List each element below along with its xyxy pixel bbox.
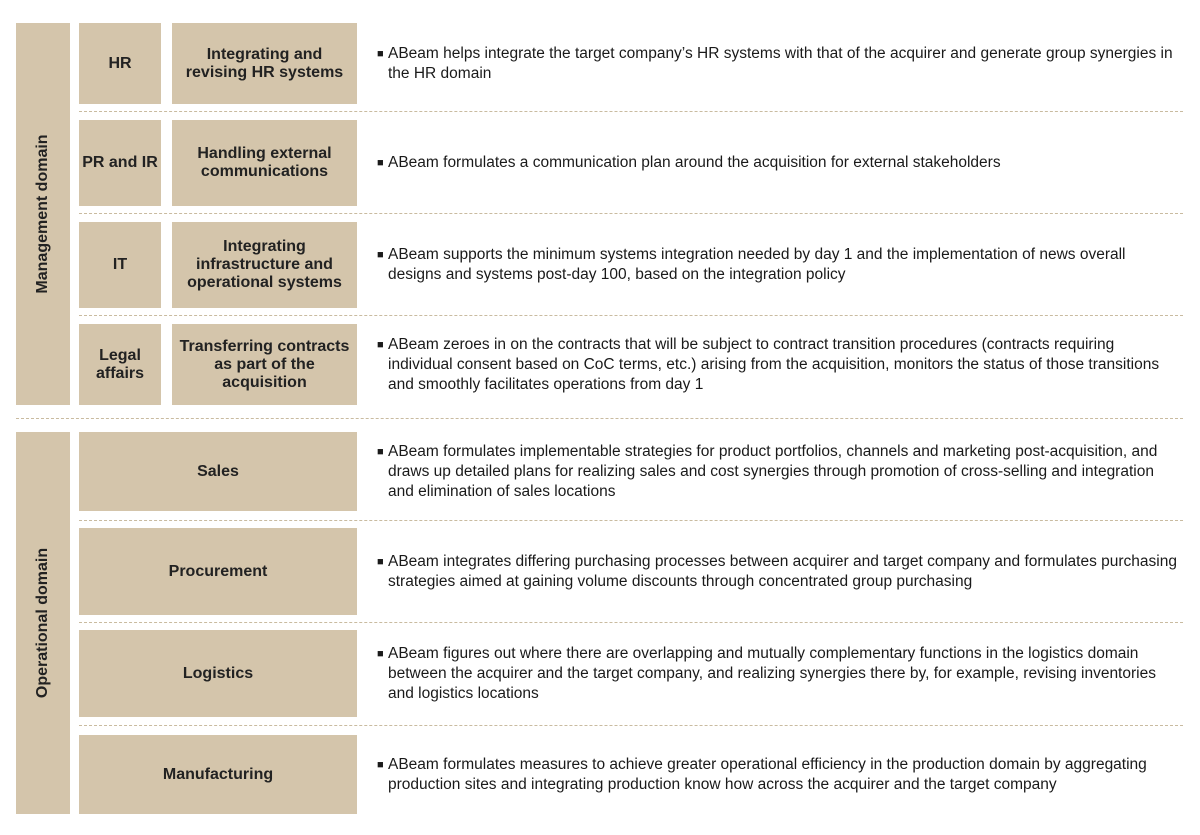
desc-it-text: ABeam supports the minimum systems integration needed by day 1 and the implementation of news overall designs and systems post-day 100, based on the integration policy [388,246,1126,283]
desc-manufacturing [377,735,1183,814]
bullet-icon: ■ [377,555,384,568]
desc-hr-text: ABeam helps integrate the target company’s HR systems with that of the acquirer and generate group synergies in the HR domain [388,44,1173,82]
desc-hr [377,23,1183,104]
area-it: IT [79,222,161,308]
task-it: Integrating infrastructure and operational systems [172,222,357,308]
bullet-icon: ■ [377,249,384,261]
desc-sales [377,432,1183,511]
area-manufacturing: Manufacturing [79,735,357,814]
row-divider [79,111,1183,112]
row-divider [79,315,1183,316]
desc-procurement [377,528,1183,615]
task-legal: Transferring contracts as part of the acquisition [172,324,357,405]
desc-pr-ir-text: ABeam formulates a communication plan around the acquisition for external stakeholders [388,154,1001,171]
management-domain-label [16,23,70,405]
area-pr-ir: PR and IR [79,120,161,206]
section-divider [16,418,1183,419]
operational-domain-label [16,432,70,814]
desc-logistics-text: ABeam figures out where there are overlapping and mutually complementary functions in the logistics domain between the acquirer and the target company, and realizing synergies there by, for example, revising inventories and logistics locations [388,644,1156,702]
management-domain-text: Management domain [34,134,51,294]
area-hr: HR [79,23,161,104]
area-legal: Legal affairs [79,324,161,405]
area-sales: Sales [79,432,357,511]
desc-it [377,222,1183,308]
bullet-icon: ■ [377,445,384,458]
row-divider [79,725,1183,726]
bullet-icon: ■ [377,758,384,771]
row-divider [79,622,1183,623]
area-logistics: Logistics [79,630,357,717]
bullet-icon: ■ [377,47,384,60]
task-pr-ir: Handling external communications [172,120,357,206]
desc-manufacturing-text: ABeam formulates measures to achieve greater operational efficiency in the production domain by aggregating production sites and integrating production know how across the acquirer and the target company [388,755,1147,793]
desc-legal-text: ABeam zeroes in on the contracts that will be subject to contract transition procedures (contracts requiring individual consent based on CoC terms, etc.) arising from the acquisition, monitors the status of those transitions and smoothly facilitates operations from day 1 [388,335,1160,393]
desc-sales-text: ABeam formulates implementable strategies for product portfolios, channels and marketing post-acquisition, and draws up detailed plans for realizing sales and cost synergies through promotion of cross-selling and integration and elimination of sales locations [388,442,1158,500]
area-procurement: Procurement [79,528,357,615]
bullet-icon: ■ [377,647,384,660]
row-divider [79,213,1183,214]
desc-pr-ir [377,120,1183,206]
bullet-icon: ■ [377,338,384,351]
desc-legal [377,324,1183,405]
task-hr: Integrating and revising HR systems [172,23,357,104]
desc-logistics [377,630,1183,717]
bullet-icon: ■ [377,157,384,169]
operational-domain-text: Operational domain [34,547,51,699]
row-divider [79,520,1183,521]
desc-procurement-text: ABeam integrates differing purchasing processes between acquirer and target company and formulates purchasing strategies aimed at gaining volume discounts through concentrated group purchasing [388,552,1177,590]
